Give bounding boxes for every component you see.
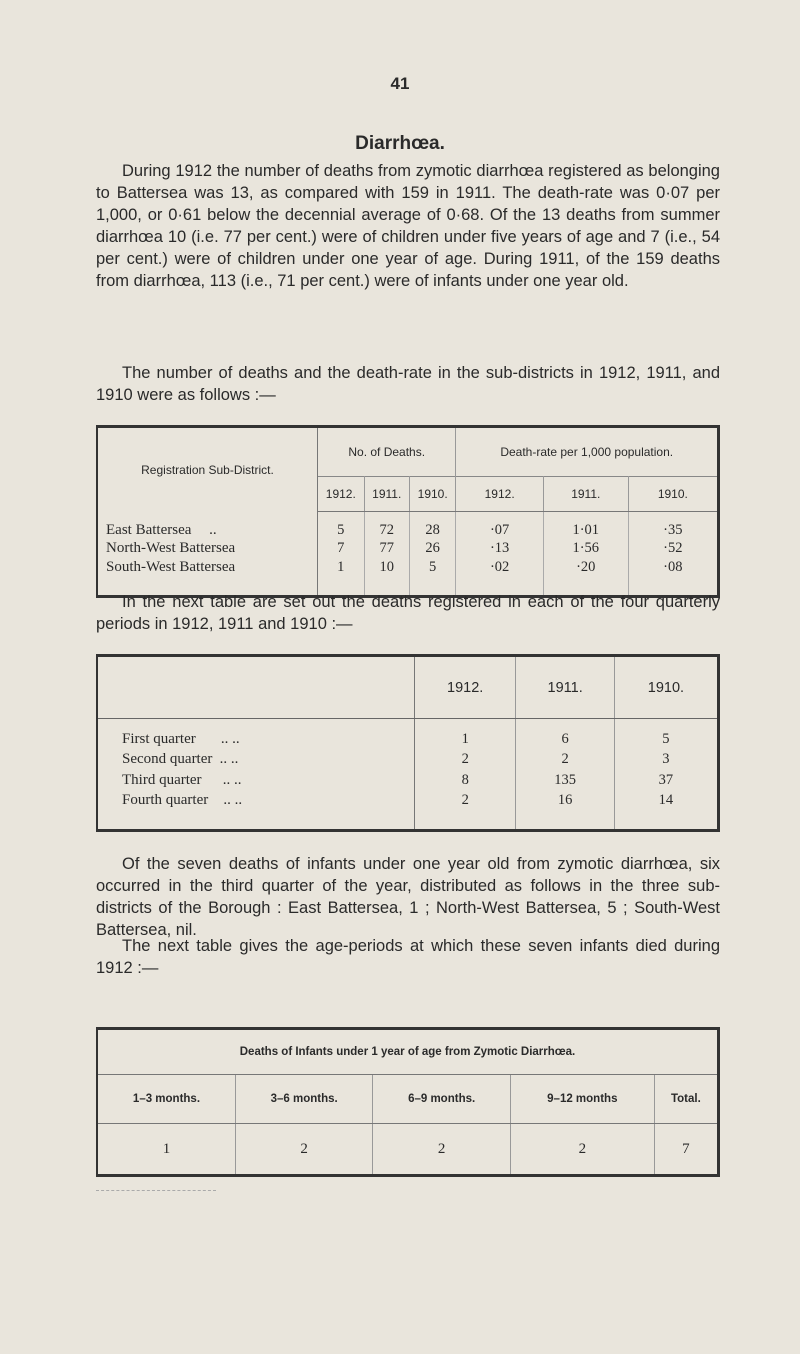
paragraph-subdistricts-intro: The number of deaths and the death-rate in the sub-districts in 1912, 1911, and 1910 were as follows :— bbox=[96, 364, 720, 404]
row-label: East Battersea .. bbox=[97, 512, 318, 540]
header-year: 1910. bbox=[409, 477, 456, 512]
cell: 1·56 bbox=[543, 539, 628, 558]
cell: 72 bbox=[364, 512, 409, 540]
paragraph-infant-distribution: Of the seven deaths of infants under one year old from zymotic diarrhœa, six occurred in the third quarter of the year, distributed as follows in the three sub-districts of the Borough : East Battersea, 1 ; North-West Battersea, 5 ; South-West Battersea, nil. bbox=[96, 855, 720, 939]
paragraph-intro: During 1912 the number of deaths from zymotic diarrhœa registered as belonging to Battersea was 13, as compared with 159 in 1911. The death-rate was 0·07 per 1,000, or 0·61 below the decennial average of 0·68. Of the 13 deaths from summer diarrhœa 10 (i.e. 77 per cent.) were of children under five years of age and 7 (i.e., 54 per cent.) were of children under one year of age. During 1911, of the 159 deaths from diarrhœa, 113 (i.e., 71 per cent.) were of infants under one year old. bbox=[96, 162, 720, 290]
header-year: 1911. bbox=[543, 477, 628, 512]
header-age-period: 9–12 months bbox=[510, 1075, 654, 1124]
cell: 7 bbox=[318, 539, 365, 558]
cell: 1 bbox=[415, 719, 516, 749]
cell: 7 bbox=[682, 1140, 690, 1157]
table-row bbox=[97, 512, 719, 540]
cell: 2 bbox=[510, 1124, 654, 1176]
cell: 77 bbox=[364, 539, 409, 558]
table-row bbox=[97, 539, 719, 558]
cell: 135 bbox=[516, 770, 614, 791]
row-label: Second quarter .. .. bbox=[97, 749, 415, 770]
header-age-period: 1–3 months. bbox=[97, 1075, 235, 1124]
cell: 37 bbox=[658, 771, 674, 788]
row-label: South-West Battersea bbox=[97, 558, 318, 577]
table-row bbox=[97, 719, 719, 749]
header-registration-sub-district: Registration Sub-District. bbox=[97, 427, 318, 512]
header-total: Total. bbox=[654, 1075, 718, 1124]
cell: 1 bbox=[97, 1124, 235, 1176]
cell: 10 bbox=[364, 558, 409, 577]
row-label: First quarter .. .. bbox=[97, 719, 415, 749]
cell: 3 bbox=[662, 750, 670, 767]
header-year: 1912. bbox=[318, 477, 365, 512]
header-age-period: 3–6 months. bbox=[235, 1075, 372, 1124]
header-year: 1912. bbox=[456, 477, 543, 512]
cell: 26 bbox=[409, 539, 456, 558]
table-row bbox=[97, 749, 719, 770]
subdistrict-deaths-table bbox=[96, 425, 720, 598]
row-label: Third quarter .. .. bbox=[97, 770, 415, 791]
cell: 2 bbox=[516, 749, 614, 770]
table-row bbox=[97, 558, 719, 577]
cell: 28 bbox=[409, 512, 456, 540]
cell: ·02 bbox=[456, 558, 543, 577]
cell: ·08 bbox=[663, 559, 683, 575]
row-label: North-West Battersea bbox=[97, 539, 318, 558]
cell: ·52 bbox=[663, 540, 683, 556]
paragraph-age-periods-intro: The next table gives the age-periods at which these seven infants died during 1912 :— bbox=[96, 937, 720, 977]
cell: 16 bbox=[516, 791, 614, 812]
header-no-of-deaths: No. of Deaths. bbox=[318, 427, 456, 477]
section-title: Diarrhœa. bbox=[355, 133, 445, 154]
cell: 2 bbox=[373, 1124, 510, 1176]
header-blank bbox=[97, 656, 415, 719]
infant-age-period-table bbox=[96, 1027, 720, 1177]
cell: ·07 bbox=[456, 512, 543, 540]
cell: 6 bbox=[516, 719, 614, 749]
footer-rule bbox=[96, 1190, 216, 1191]
table-caption: Deaths of Infants under 1 year of age from Zymotic Diarrhœa. bbox=[97, 1029, 719, 1075]
table-row bbox=[97, 1124, 719, 1176]
cell: 2 bbox=[235, 1124, 372, 1176]
table-row bbox=[97, 791, 719, 812]
cell: 5 bbox=[318, 512, 365, 540]
table-spacer-row bbox=[97, 811, 719, 830]
header-year: 1910. bbox=[628, 477, 718, 512]
cell: ·35 bbox=[663, 522, 683, 538]
cell: 5 bbox=[662, 730, 670, 747]
cell: ·13 bbox=[456, 539, 543, 558]
header-year: 1911. bbox=[364, 477, 409, 512]
cell: 1 bbox=[318, 558, 365, 577]
cell: 8 bbox=[415, 770, 516, 791]
header-death-rate: Death-rate per 1,000 population. bbox=[500, 445, 674, 459]
header-year: 1911. bbox=[516, 656, 614, 719]
cell: ·20 bbox=[543, 558, 628, 577]
cell: 2 bbox=[415, 791, 516, 812]
cell: 2 bbox=[415, 749, 516, 770]
page-number: 41 bbox=[390, 74, 410, 93]
table-row bbox=[97, 770, 719, 791]
cell: 1·01 bbox=[543, 512, 628, 540]
paragraph-quarterly-intro: In the next table are set out the deaths registered in each of the four quarterly periods in 1912, 1911 and 1910 :— bbox=[96, 593, 720, 633]
header-year: 1912. bbox=[415, 656, 516, 719]
header-year: 1910. bbox=[614, 656, 718, 719]
cell: 14 bbox=[658, 792, 674, 809]
cell: 5 bbox=[409, 558, 456, 577]
header-age-period: 6–9 months. bbox=[373, 1075, 510, 1124]
row-label: Fourth quarter .. .. bbox=[97, 791, 415, 812]
quarterly-deaths-table bbox=[96, 654, 720, 832]
